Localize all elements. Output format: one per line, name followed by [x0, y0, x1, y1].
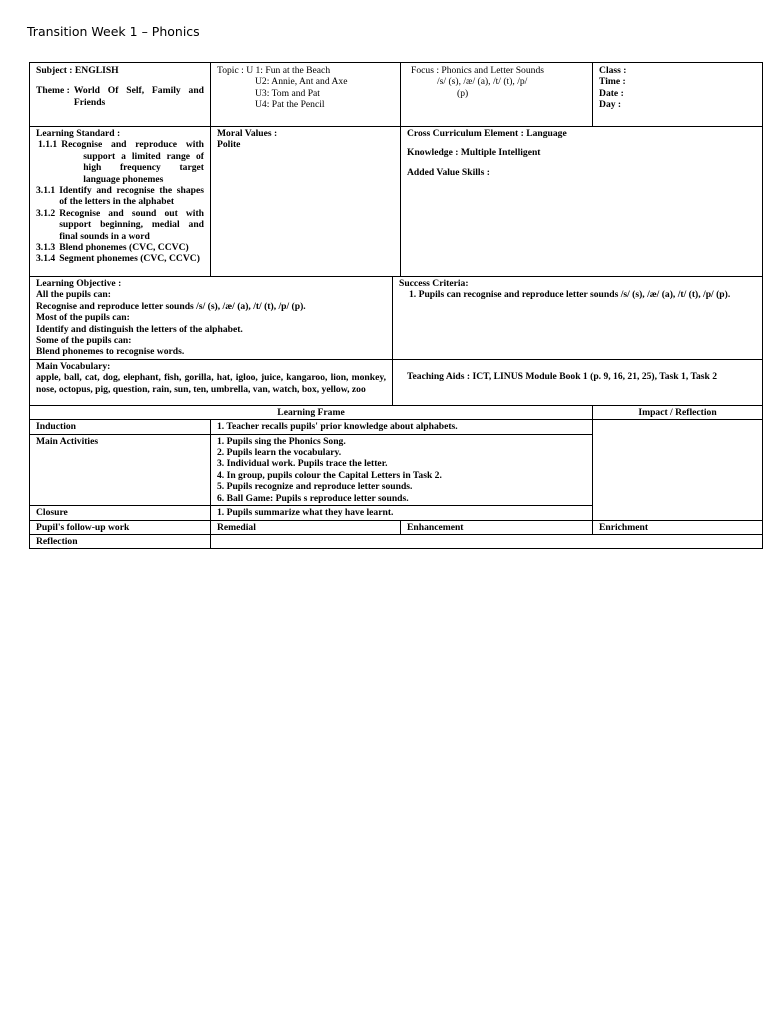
- success-criteria-cell: [393, 277, 763, 360]
- focus-text: Focus : Phonics and Letter Sounds: [411, 65, 544, 76]
- activity-item: 4. In group, pupils colour the Capital Letters in Task 2.: [217, 469, 442, 481]
- reflection-label: Reflection: [30, 534, 211, 548]
- vocabulary-label: Main Vocabulary:: [36, 360, 111, 372]
- vocabulary-row: [30, 359, 763, 405]
- some-pupils-label: Some of the pupils can:: [36, 335, 132, 347]
- vocabulary-cell: [30, 359, 393, 405]
- topic-2: U2: Annie, Ant and Axe: [255, 76, 348, 88]
- main-activities-label: Main Activities: [30, 434, 211, 505]
- standard-item: 3.1.1 Identify and recognise the shapes of the letters in the alphabet: [36, 185, 204, 208]
- activity-item: 2. Pupils learn the vocabulary.: [217, 447, 342, 459]
- induction-text: 1. Teacher recalls pupils' prior knowledge about alphabets.: [211, 420, 593, 434]
- standard-item: 3.1.2 Recognise and sound out with support beginning, medial and final sounds in a word: [36, 207, 204, 242]
- all-pupils-label: All the pupils can:: [36, 289, 111, 301]
- standard-item: 3.1.4 Segment phonemes (CVC, CCVC): [36, 253, 200, 265]
- knowledge-text: Knowledge : Multiple Intelligent: [407, 147, 541, 159]
- most-pupils-label: Most of the pupils can:: [36, 312, 130, 324]
- main-activities-cell: [211, 434, 593, 505]
- learning-standard-label: Learning Standard :: [36, 128, 121, 139]
- moral-values-value: Polite: [217, 139, 241, 151]
- follow-up-label: Pupil's follow-up work: [30, 520, 211, 534]
- success-criteria-text: 1. Pupils can recognise and reproduce letter sounds /s/ (s), /æ/ (a), /t/ (t), /p/ (p).: [409, 289, 731, 301]
- cross-curriculum-cell: [401, 127, 763, 277]
- frame-header-row: [30, 405, 763, 419]
- added-value-text: Added Value Skills :: [407, 166, 490, 178]
- closure-text: 1. Pupils summarize what they have learnt.: [211, 506, 593, 520]
- theme-label: Theme :: [36, 85, 70, 97]
- topic-label: Topic :: [217, 65, 244, 76]
- class-cell: [593, 63, 763, 127]
- enhancement-label: Enhancement: [401, 520, 593, 534]
- theme-text: [36, 85, 204, 108]
- teaching-aids-text: Teaching Aids : ICT, LINUS Module Book 1 (p. 9, 16, 21, 25), Task 1, Task 2: [407, 370, 718, 382]
- class-field: Class :: [599, 65, 627, 76]
- induction-label: Induction: [30, 420, 211, 434]
- reflection-row: [30, 534, 763, 548]
- closure-label: Closure: [30, 506, 211, 520]
- activity-item: 5. Pupils recognize and reproduce letter sounds.: [217, 481, 413, 493]
- induction-row: [30, 420, 763, 434]
- enrichment-label: Enrichment: [593, 520, 763, 534]
- topic-1: U 1: Fun at the Beach: [246, 65, 331, 76]
- focus-sounds: /s/ (s), /æ/ (a), /t/ (t), /p/: [437, 76, 528, 88]
- standard-item: 3.1.3 Blend phonemes (CVC, CCVC): [36, 242, 189, 254]
- teaching-aids-cell: [393, 359, 763, 405]
- standards-row: [30, 127, 763, 277]
- theme-value: World Of Self, Family and Friends: [73, 85, 204, 108]
- success-criteria-label: Success Criteria:: [399, 278, 469, 289]
- moral-values-cell: [211, 127, 401, 277]
- standard-item: 1.1.1 Recognise and reproduce with support a limited range of high frequency target language phonemes: [38, 139, 204, 185]
- remedial-label: Remedial: [211, 520, 401, 534]
- learning-objective-cell: [30, 277, 393, 360]
- subject-cell: [30, 63, 211, 127]
- focus-sounds-2: (p): [457, 87, 469, 99]
- activity-item: 6. Ball Game: Pupils s reproduce letter sounds.: [217, 492, 409, 504]
- subject-text: Subject : ENGLISH: [36, 65, 119, 76]
- topic-cell: [211, 63, 401, 127]
- follow-up-row: [30, 520, 763, 534]
- cross-curriculum-text: Cross Curriculum Element : Language: [407, 128, 567, 139]
- learning-standard-cell: [30, 127, 211, 277]
- objectives-row: [30, 277, 763, 360]
- moral-values-label: Moral Values :: [217, 128, 278, 139]
- topic-3: U3: Tom and Pat: [255, 87, 320, 99]
- learning-frame-header: Learning Frame: [30, 405, 593, 419]
- topic-4: U4: Pat the Pencil: [255, 99, 325, 111]
- most-pupils-text: Identify and distinguish the letters of the alphabet.: [36, 323, 243, 335]
- focus-cell: [401, 63, 593, 127]
- some-pupils-text: Blend phonemes to recognise words.: [36, 346, 185, 358]
- reflection-cell: [211, 534, 763, 548]
- all-pupils-text: Recognise and reproduce letter sounds /s/ (s), /æ/ (a), /t/ (t), /p/ (p).: [36, 300, 306, 312]
- date-field: Date :: [599, 87, 624, 99]
- impact-reflection-cell: [593, 420, 763, 520]
- activity-item: 3. Individual work. Pupils trace the letter.: [217, 458, 388, 470]
- activity-item: 1. Pupils sing the Phonics Song.: [217, 435, 346, 447]
- learning-objective-label: Learning Objective :: [36, 278, 122, 289]
- time-field: Time :: [599, 76, 626, 88]
- lesson-plan-table: [29, 62, 763, 549]
- vocabulary-text: apple, ball, cat, dog, elephant, fish, gorilla, hat, igloo, juice, kangaroo, lion, monkey, nose, octopus, pig, question, rain, sun, ten, umbrella, van, watch, box, yellow, zoo: [36, 372, 386, 395]
- page-title: Transition Week 1 – Phonics: [27, 24, 200, 39]
- day-field: Day :: [599, 99, 622, 111]
- impact-reflection-header: Impact / Reflection: [593, 405, 763, 419]
- header-row: [30, 63, 763, 127]
